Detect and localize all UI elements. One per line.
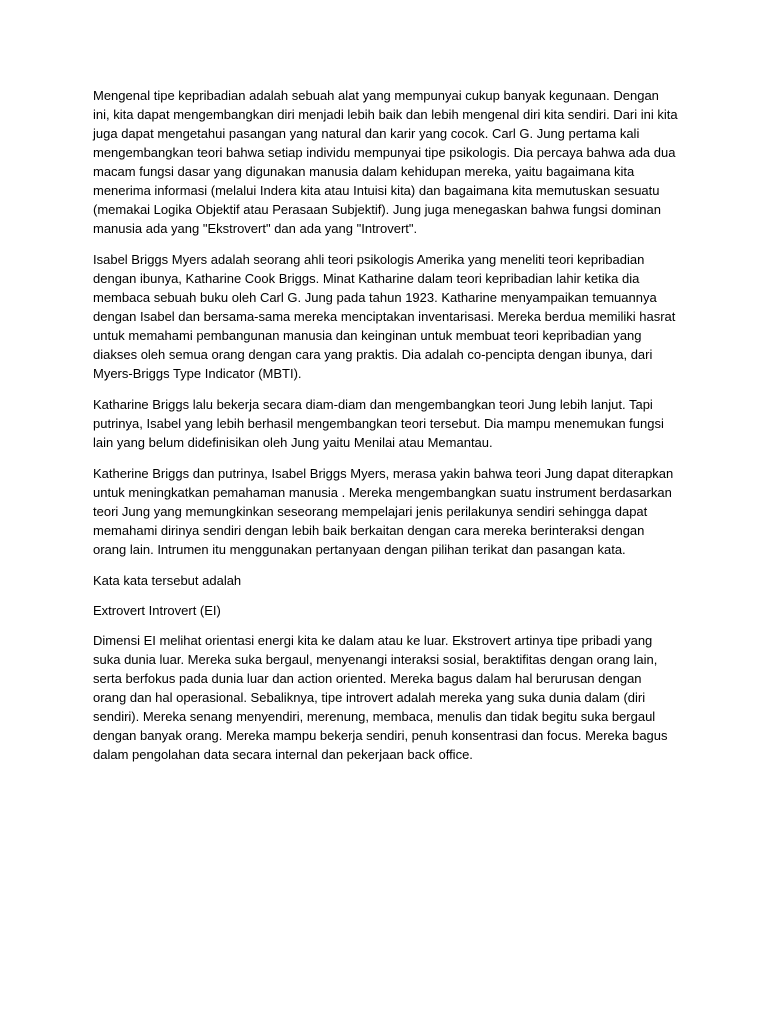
paragraph-instrument: Katherine Briggs dan putrinya, Isabel Briggs Myers, merasa yakin bahwa teori Jung dapat diterapkan untuk meningkatkan pemahaman manusia . Mereka mengembangkan suatu instrument berdasarkan teori Jung yang memungkinkan seseorang mempelajari jenis perilakunya sendiri sehingga dapat memahami dirinya sendiri dengan lebih baik berkaitan dengan cara mereka berinteraksi dengan orang lain. Intrumen itu menggunakan pertanyaan dengan pilihan terikat dan pasangan kata. [93,466,674,557]
document-body [93,86,678,776]
paragraph-kata-kata: Kata kata tersebut adalah [93,573,242,588]
section-heading-ei: Extrovert Introvert (EI) [93,603,221,618]
paragraph-intro: Mengenal tipe kepribadian adalah sebuah alat yang mempunyai cukup banyak kegunaan. Dengan ini, kita dapat mengembangkan diri menjadi lebih baik dan lebih mengenal diri kita sendiri. Dari ini kita juga dapat mengetahui pasangan yang natural dan karir yang cocok. Carl G. Jung pertama kali mengembangkan teori bahwa setiap individu mempunyai tipe psikologis. Dia percaya bahwa ada dua macam fungsi dasar yang digunakan manusia dalam kehidupan mereka, yaitu bagaimana kita menerima informasi (melalui Indera kita atau Intuisi kita) dan bagaimana kita memutuskan sesuatu (memakai Logika Objektif atau Perasaan Subjektif). Jung juga menegaskan bahwa fungsi dominan manusia ada yang "Ekstrovert" dan ada yang "Introvert". [93,88,678,236]
paragraph-isabel-briggs-myers: Isabel Briggs Myers adalah seorang ahli teori psikologis Amerika yang meneliti teori kepribadian dengan ibunya, Katharine Cook Briggs. Minat Katharine dalam teori kepribadian lahir ketika dia membaca sebuah buku oleh Carl G. Jung pada tahun 1923. Katharine menyampaikan temuannya dengan Isabel dan bersama-sama mereka menciptakan inventarisasi. Mereka berdua memiliki hasrat untuk memahami pembangunan manusia dan keinginan untuk membuat teori kepribadian yang diakses oleh semua orang dengan cara yang praktis. Dia adalah co-pencipta dengan ibunya, dari Myers-Briggs Type Indicator (MBTI). [93,252,676,381]
paragraph-dimensi-ei: Dimensi EI melihat orientasi energi kita ke dalam atau ke luar. Ekstrovert artinya tipe pribadi yang suka dunia luar. Mereka suka bergaul, menyenangi interaksi sosial, beraktifitas dengan orang lain, serta berfokus pada dunia luar dan action oriented. Mereka bagus dalam hal berurusan dengan orang dan hal operasional. Sebaliknya, tipe introvert adalah mereka yang suka dunia dalam (diri sendiri). Mereka senang menyendiri, merenung, membaca, menulis dan tidak begitu suka bergaul dengan banyak orang. Mereka mampu bekerja sendiri, penuh konsentrasi dan focus. Mereka bagus dalam pengolahan data secara internal dan pekerjaan back office. [93,633,668,762]
paragraph-katharine-briggs: Katharine Briggs lalu bekerja secara diam-diam dan mengembangkan teori Jung lebih lanjut. Tapi putrinya, Isabel yang lebih berhasil mengembangkan teori tersebut. Dia mampu menemukan fungsi lain yang belum didefinisikan oleh Jung yaitu Menilai atau Memantau. [93,397,664,450]
